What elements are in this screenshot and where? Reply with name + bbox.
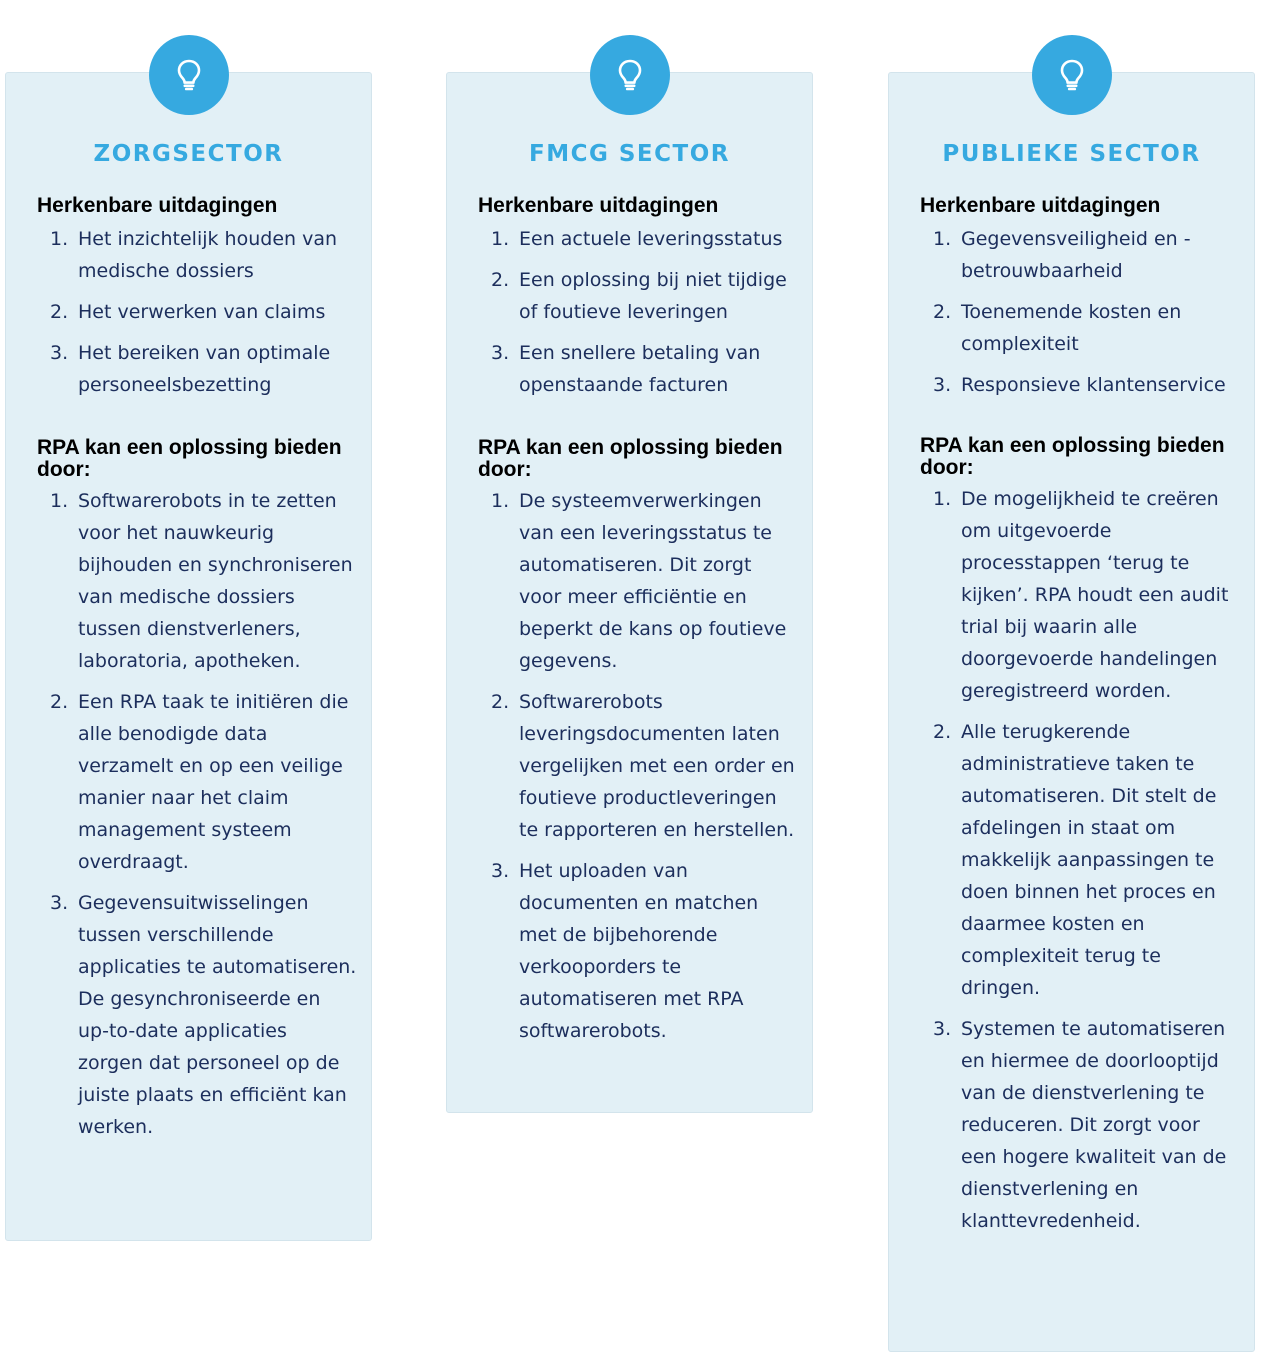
list-number: 3.: [491, 860, 510, 882]
list-item: [477, 223, 798, 255]
list-item: [477, 337, 798, 401]
challenges-heading: Herkenbare uitdagingen: [37, 194, 278, 217]
list-text: Een snellere betaling van openstaande facturen: [519, 342, 761, 396]
list-number: 1.: [50, 490, 69, 512]
list-text: Een oplossing bij niet tijdige of foutieve leveringen: [519, 269, 787, 323]
list-text: Softwarerobots leveringsdocumenten laten vergelijken met een order en foutieve productleveringen te rapporteren en herstellen.: [519, 691, 795, 841]
list-number: 1.: [933, 488, 952, 510]
list-number: 1.: [491, 490, 510, 512]
list-text: De mogelijkheid te creëren om uitgevoerde processtappen ‘terug te kijken’. RPA houdt een audit trial bij waarin alle doorgevoerde handelingen geregistreerd worden.: [961, 488, 1229, 702]
lightbulb-icon: [149, 35, 229, 115]
list-item: [36, 887, 357, 1143]
list-text: Het verwerken van claims: [78, 301, 326, 323]
list-item: [919, 223, 1240, 287]
list-text: Het uploaden van documenten en matchen met de bijbehorende verkooporders te automatiseren met RPA softwarerobots.: [519, 860, 759, 1042]
challenges-list: [919, 223, 1240, 410]
list-text: Responsieve klantenservice: [961, 374, 1226, 396]
list-text: Een actuele leveringsstatus: [519, 228, 783, 250]
challenges-heading: Herkenbare uitdagingen: [478, 194, 719, 217]
list-item: [36, 296, 357, 328]
list-item: [919, 716, 1240, 1004]
challenges-list: [477, 223, 798, 410]
list-item: [36, 223, 357, 287]
list-number: 1.: [491, 228, 510, 250]
list-number: 2.: [50, 301, 69, 323]
list-item: [919, 369, 1240, 401]
solutions-list: [36, 485, 357, 1152]
solutions-list: [919, 483, 1240, 1246]
list-number: 3.: [933, 374, 952, 396]
list-text: Systemen te automatiseren en hiermee de doorlooptijd van de dienstverlening te reduceren. Dit zorgt voor een hogere kwaliteit van de dienstverlening en klanttevredenheid.: [961, 1018, 1227, 1232]
challenges-heading: Herkenbare uitdagingen: [920, 194, 1161, 217]
list-text: Gegevensuitwisselingen tussen verschillende applicaties te automatiseren. De gesynchroniseerde en up-to-date applicaties zorgen dat personeel op de juiste plaats en efficiënt kan werken.: [78, 892, 357, 1138]
list-number: 3.: [933, 1018, 952, 1040]
sector-card-zorgsector: [5, 72, 372, 1241]
solutions-list: [477, 485, 798, 1056]
list-item: [919, 483, 1240, 707]
sector-title: PUBLIEKE SECTOR: [942, 141, 1201, 167]
list-number: 1.: [933, 228, 952, 250]
list-item: [477, 264, 798, 328]
list-text: Een RPA taak te initiëren die alle benodigde data verzamelt en op een veilige manier naar het claim management systeem overdraagt.: [78, 691, 349, 873]
list-text: Softwarerobots in te zetten voor het nauwkeurig bijhouden en synchroniseren van medische dossiers tussen dienstverleners, laboratoria, apotheken.: [78, 490, 353, 672]
sector-card-fmcg: [446, 72, 813, 1113]
list-item: [477, 686, 798, 846]
solutions-heading: RPA kan een oplossing bieden door:: [920, 434, 1225, 479]
solutions-heading: RPA kan een oplossing bieden door:: [478, 436, 783, 481]
list-number: 3.: [491, 342, 510, 364]
list-item: [919, 296, 1240, 360]
list-number: 2.: [491, 691, 510, 713]
list-number: 3.: [50, 892, 69, 914]
list-number: 2.: [491, 269, 510, 291]
lightbulb-icon: [1032, 35, 1112, 115]
list-number: 3.: [50, 342, 69, 364]
list-item: [36, 337, 357, 401]
solutions-heading: RPA kan een oplossing bieden door:: [37, 436, 342, 481]
list-text: Gegevensveiligheid en -betrouwbaarheid: [961, 228, 1191, 282]
list-text: Toenemende kosten en complexiteit: [961, 301, 1182, 355]
list-item: [477, 855, 798, 1047]
list-number: 2.: [933, 721, 952, 743]
sector-card-publieke-sector: [888, 72, 1255, 1352]
list-text: Alle terugkerende administratieve taken te automatiseren. Dit stelt de afdelingen in staat om makkelijk aanpassingen te doen binnen het proces en daarmee kosten en complexiteit terug te dringen.: [961, 721, 1217, 999]
sector-title: ZORGSECTOR: [93, 141, 284, 167]
list-text: Het inzichtelijk houden van medische dossiers: [78, 228, 338, 282]
list-item: [477, 485, 798, 677]
list-text: Het bereiken van optimale personeelsbezetting: [78, 342, 331, 396]
list-item: [919, 1013, 1240, 1237]
sector-title: FMCG SECTOR: [529, 141, 730, 167]
challenges-list: [36, 223, 357, 410]
list-item: [36, 485, 357, 677]
list-text: De systeemverwerkingen van een leveringsstatus te automatiseren. Dit zorgt voor meer efficiëntie en beperkt de kans op foutieve gegevens.: [519, 490, 787, 672]
list-number: 1.: [50, 228, 69, 250]
list-number: 2.: [50, 691, 69, 713]
lightbulb-icon: [590, 35, 670, 115]
list-number: 2.: [933, 301, 952, 323]
list-item: [36, 686, 357, 878]
